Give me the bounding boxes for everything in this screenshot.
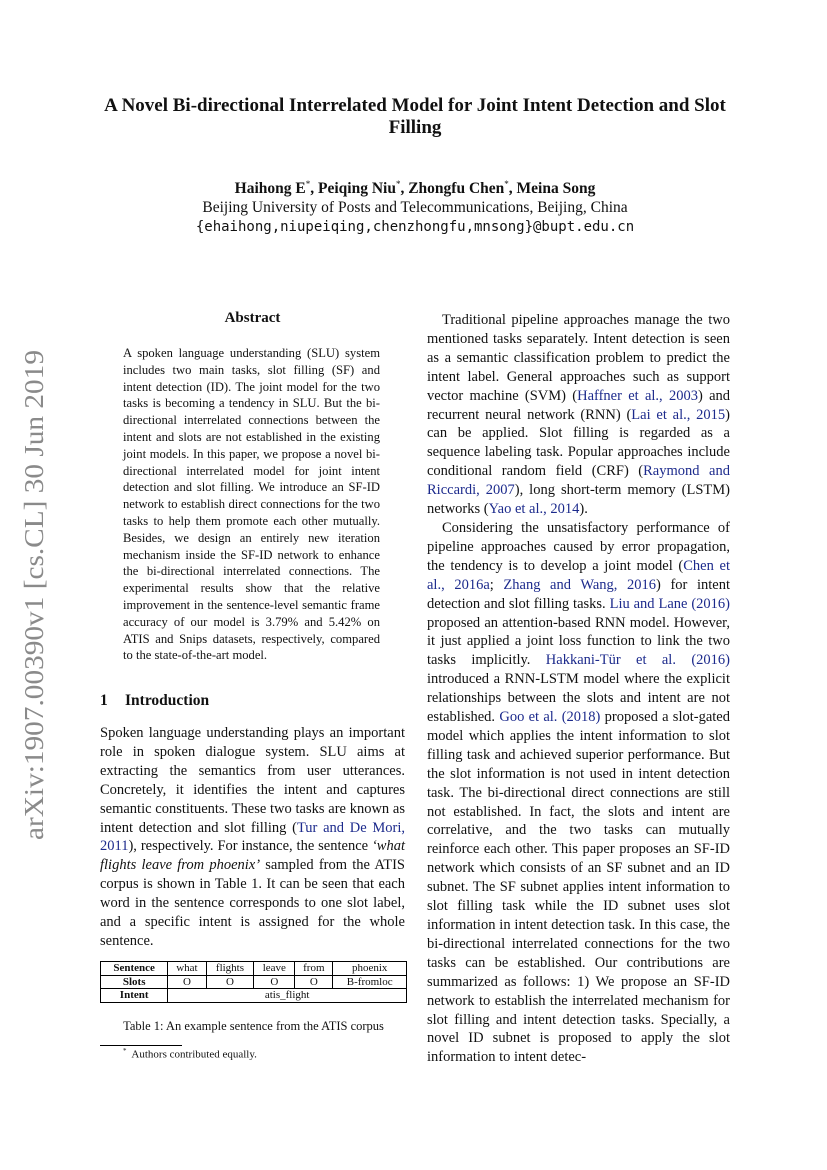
citation-link[interactable]: Zhang and Wang, 2016 (503, 576, 657, 593)
table-cell: O (254, 975, 295, 989)
text-run: ) can be applied. Slot filling is regarded as a sequence labeling task. Popular approaches include conditional random field (CRF) ( (427, 406, 730, 480)
table-cell: what (168, 962, 206, 976)
author-name: Peiqing Niu (318, 180, 396, 198)
section-number: 1 (100, 692, 108, 709)
table-cell: O (295, 975, 333, 989)
text-run: Considering the unsatisfactory performance of pipeline approaches caused by error propagation, the tendency is to develop a joint model ( (427, 519, 730, 574)
intro-paragraph (100, 724, 405, 951)
author-name: Zhongfu Chen (408, 180, 505, 198)
text-run: Traditional pipeline approaches manage the two mentioned tasks separately. Intent detection is seen as a semantic classification problem to predict the intent label. General approaches such as support vector machine (SVM) ( (427, 312, 730, 404)
text-run: proposed a slot-gated model which applies the intent information to slot filling task and achieved superior performance. But the slot information is not used in intent detection task. The bi-directional direct connections are still not established. In fact, the slots and intent are correlative, and the two tasks can mutually reinforce each other. This paper proposes an SF-ID network which consists of an SF subnet and an ID subnet. The SF subnet applies intent information to slot filling task while the ID subnet uses slot information in intent detection task. In this case, the bi-directional interrelated connections for the two tasks can be established. Our contributions are summarized as follows: 1) We propose an SF-ID network to establish the interrelated mechanism for slot filling and intent detection tasks. Specially, a novel ID subnet is proposed to apply the slot information to intent detec- (427, 709, 730, 1066)
text-run: ) and recurrent neural network (RNN) ( (427, 387, 730, 423)
section-title: Introduction (125, 692, 210, 709)
citation-link[interactable]: Raymond and Riccardi, 2007 (427, 463, 730, 499)
paragraph (427, 311, 730, 519)
author-mark: * (504, 179, 509, 189)
footnote-divider (100, 1045, 182, 1046)
section-heading (100, 692, 209, 710)
citation-link[interactable]: Liu and Lane (2016) (609, 595, 730, 612)
citation-link[interactable]: Tur and De Mori, 2011 (100, 819, 405, 855)
citation-link[interactable]: Goo et al. (2018) (499, 709, 601, 726)
table-row (101, 962, 407, 976)
table-row (101, 975, 407, 989)
arxiv-stamp-text: arXiv:1907.00390v1 [cs.CL] 30 Jun 2019 (19, 388, 49, 840)
author-mark: * (305, 179, 311, 189)
table-row (101, 989, 407, 1003)
table-caption: Table 1: An example sentence from the ATIS corpus (123, 1019, 384, 1033)
author-name: Meina Song (516, 180, 596, 198)
footnote (123, 1047, 257, 1061)
text-run: introduced a RNN-LSTM model where the explicit relationships between the slots and intent are not established. (427, 671, 730, 726)
text-run: ) for intent detection and slot filling tasks. (427, 576, 730, 612)
text-run: Spoken language understanding plays an important role in spoken dialogue system. SLU aims at extracting the semantics from user utterances. Concretely, it identifies the intent and captures semantic constituents. These two tasks are known as intent detection and slot filling ( (100, 725, 405, 836)
citation-link[interactable]: Hakkani-Tür et al. (2016) (545, 652, 730, 669)
author-name: Haihong E (234, 180, 306, 198)
table-cell: O (206, 975, 254, 989)
citation-link[interactable]: Chen et al., 2016a (427, 557, 730, 593)
text-run: proposed an attention-based RNN model. However, it just applied a joint loss function to link the two tasks implicitly. (427, 614, 730, 669)
text-run: ), respectively. For instance, the sentence (128, 838, 372, 855)
table-row-label: Slots (101, 975, 168, 989)
paragraph (427, 519, 730, 1067)
citation-link[interactable]: Lai et al., 2015 (631, 406, 726, 423)
abstract-text: A spoken language understanding (SLU) system includes two main tasks, slot filling (SF) and intent detection (ID). The joint model for the two tasks is becoming a tendency in SLU. But the bi-directional interrelated connections between the intent and slots are not established in the existing joint models. In this paper, we propose a novel bi-directional interrelated model for joint intent detection and slot filling. We introduce an SF-ID network to establish direct connections for the two tasks to help them promote each other mutually. Besides, we design an entirely new iteration mechanism inside the SF-ID network to enhance the bi-directional interrelated connections. The experimental results show that the relative improvement in the sentence-level semantic frame accuracy of our model is 3.79% and 5.42% on ATIS and Snips datasets, respectively, compared to the state-of-the-art model. (123, 346, 380, 663)
author-mark: * (395, 179, 401, 189)
table-cell: atis_flight (168, 989, 407, 1003)
table-cell: leave (254, 962, 295, 976)
table-row-label: Sentence (101, 962, 168, 976)
footnote-mark: * (123, 1047, 127, 1055)
table-row-label: Intent (101, 989, 168, 1003)
citation-link[interactable]: Yao et al., 2014 (488, 501, 580, 518)
paper-title: A Novel Bi-directional Interrelated Model for Joint Intent Detection and Slot Filling (104, 95, 726, 138)
example-sentence: ‘what flights leave from phoenix’ (100, 838, 405, 874)
text-run: ; (489, 576, 504, 593)
example-table (100, 961, 407, 1003)
text-run: sampled from the ATIS corpus is shown in Table 1. It can be seen that each word in the sentence corresponds to one slot label, and a specific intent is assigned for the whole sentence. (100, 857, 405, 949)
table-cell: flights (206, 962, 254, 976)
table-cell: phoenix (333, 962, 407, 976)
arxiv-stamp-svg (11, 330, 55, 850)
right-column (427, 311, 730, 1067)
footnote-text: Authors contributed equally. (131, 1048, 257, 1061)
affiliation: Beijing University of Posts and Telecommunications, Beijing, China (202, 199, 628, 216)
citation-link[interactable]: Haffner et al., 2003 (577, 387, 698, 404)
table-cell: O (168, 975, 206, 989)
text-run: ), long short-term memory (LSTM) networks ( (427, 482, 730, 518)
table-cell: B-fromloc (333, 975, 407, 989)
abstract-heading: Abstract (224, 310, 281, 326)
author-list: Haihong E*, Peiqing Niu*, Zhongfu Chen*, Meina Song (234, 179, 596, 198)
table-cell: from (295, 962, 333, 976)
author-email: {ehaihong,niupeiqing,chenzhongfu,mnsong}@bupt.edu.cn (195, 219, 635, 235)
text-run: ). (579, 501, 588, 518)
arxiv-stamp (11, 330, 55, 850)
